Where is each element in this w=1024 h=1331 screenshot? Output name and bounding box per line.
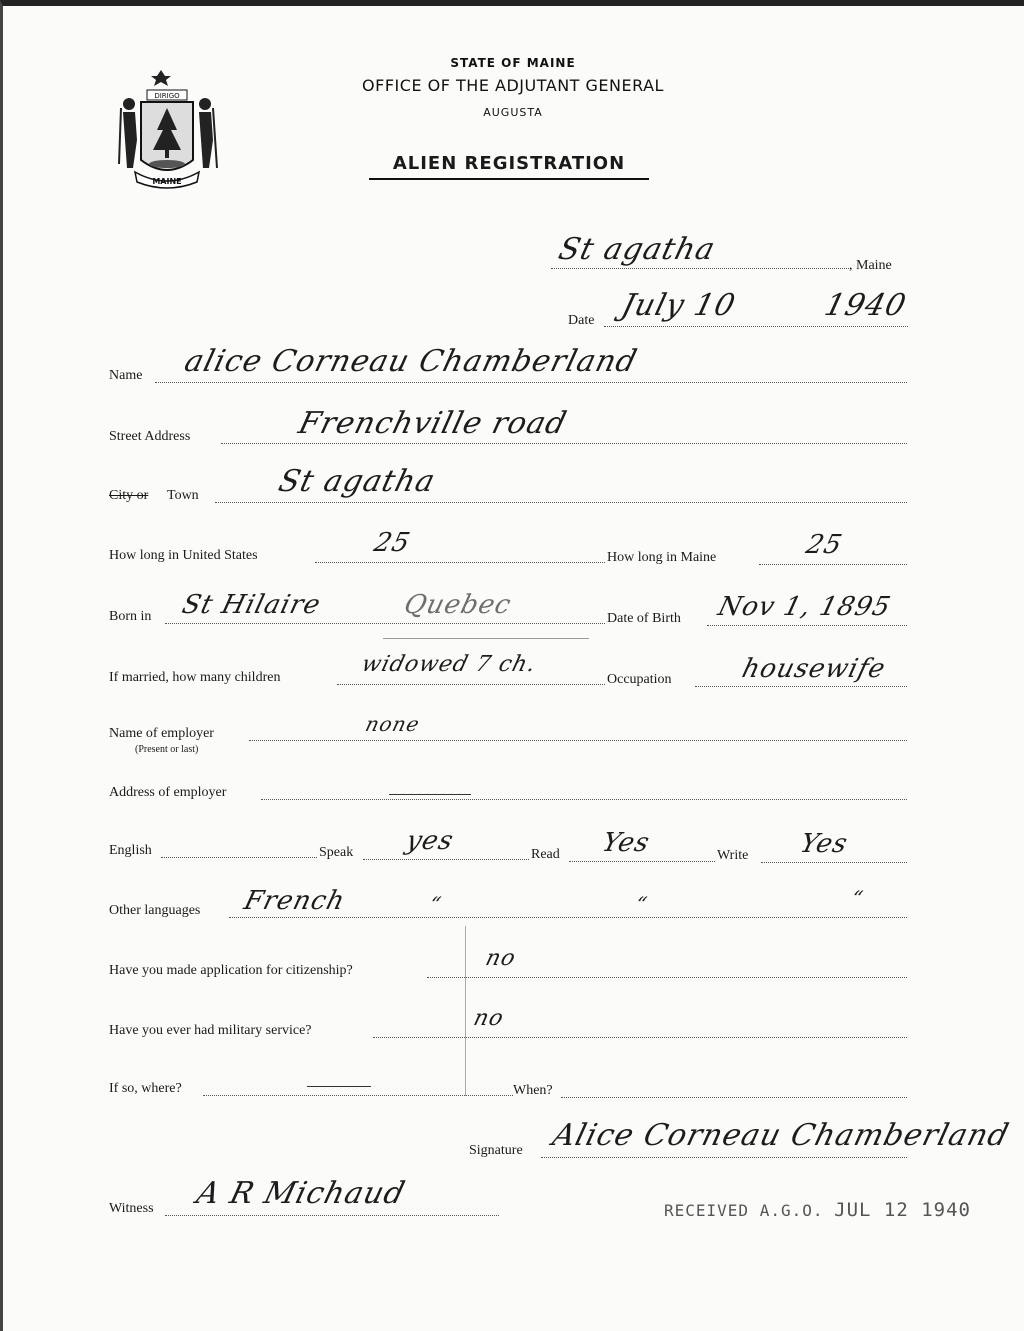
header-office: OFFICE OF THE ADJUTANT GENERAL [362,76,664,95]
years-us-line [315,562,605,563]
witness-line [165,1215,499,1216]
born-line [165,623,605,624]
name-label: Name [109,368,143,383]
born-underline-stroke [383,638,589,639]
years-us-value: 25 [371,528,414,558]
maine-state-seal-icon [113,68,221,192]
place-suffix: , Maine [849,258,892,273]
read-line [569,861,715,862]
signature-line [541,1157,907,1158]
where-line [203,1095,513,1096]
form-title: ALIEN REGISTRATION [392,153,626,174]
signature-label: Signature [469,1143,523,1158]
born-value-2: Quebec [401,590,515,620]
speak-line [363,859,529,860]
header-city: AUGUSTA [483,106,543,119]
when-line [561,1097,907,1098]
ditto-mark-2: “ [633,892,651,916]
employer-address-line [261,799,907,800]
write-value: Yes [797,829,852,859]
date-line [604,326,908,327]
received-stamp [664,1199,971,1221]
citizenship-label: Have you made application for citizenship? [109,963,353,978]
place-line [551,268,851,269]
write-label: Write [717,848,749,863]
speak-label: Speak [319,845,354,860]
years-us-label: How long in United States [109,548,258,563]
other-languages-line [229,917,907,918]
children-value: widowed 7 ch. [359,652,539,677]
employer-line [249,740,907,741]
seal-motto: DIRIGO [154,92,180,100]
years-maine-value: 25 [803,530,846,560]
write-line [761,862,907,863]
street-line [221,443,907,444]
military-line [373,1037,907,1038]
town-label: Town [167,488,199,503]
dob-line [707,625,907,626]
military-label: Have you ever had military service? [109,1023,312,1038]
place-value: St agatha [555,232,720,267]
english-line [161,857,317,858]
occupation-value: housewife [739,654,889,684]
witness-value: A R Michaud [193,1176,409,1211]
other-languages-label: Other languages [109,903,201,918]
citizenship-value: no [483,946,519,971]
born-value: St Hilaire [179,590,324,620]
read-value: Yes [599,828,654,858]
seal-banner: MAINE [152,177,182,186]
dob-value: Nov 1, 1895 [715,592,895,622]
ditto-mark-3: “ [849,886,867,910]
when-label: When? [513,1083,553,1098]
military-value: no [471,1006,507,1031]
city-label-struck: City or [109,488,149,503]
children-label: If married, how many children [109,670,281,685]
employer-value: none [363,712,423,736]
date-year: 1940 [821,288,911,323]
name-line [155,382,907,383]
where-label: If so, where? [109,1081,182,1096]
street-label: Street Address [109,429,191,444]
occupation-line [695,686,907,687]
name-value: alice Corneau Chamberland [181,344,641,379]
town-value: St agatha [275,464,440,499]
employer-sublabel: (Present or last) [135,744,199,755]
town-line [215,502,907,503]
born-label: Born in [109,609,152,624]
years-maine-line [759,564,907,565]
employer-address-dash [389,794,471,795]
read-label: Read [531,847,560,862]
witness-label: Witness [109,1201,154,1216]
employer-address-label: Address of employer [109,785,227,800]
speak-value: yes [403,826,457,856]
employer-label: Name of employer [109,726,214,741]
title-underline [369,178,649,180]
years-maine-label: How long in Maine [607,550,717,565]
received-stamp-text: RECEIVED A.G.O. [664,1201,824,1220]
other-languages-value: French [241,886,349,916]
citizenship-line [427,977,907,978]
received-stamp-date: JUL 12 1940 [834,1199,971,1221]
signature-value: Alice Corneau Chamberland [549,1118,1013,1153]
dob-label: Date of Birth [607,611,681,626]
english-label: English [109,843,152,858]
form-fold-line [465,926,466,1096]
where-dash [307,1086,371,1087]
occupation-label: Occupation [607,672,672,687]
date-label: Date [568,313,595,328]
header-state: STATE OF MAINE [450,56,576,70]
children-line [337,684,605,685]
street-value: Frenchville road [295,406,571,441]
date-month-day: July 10 [618,288,740,323]
ditto-mark-1: “ [427,892,445,916]
